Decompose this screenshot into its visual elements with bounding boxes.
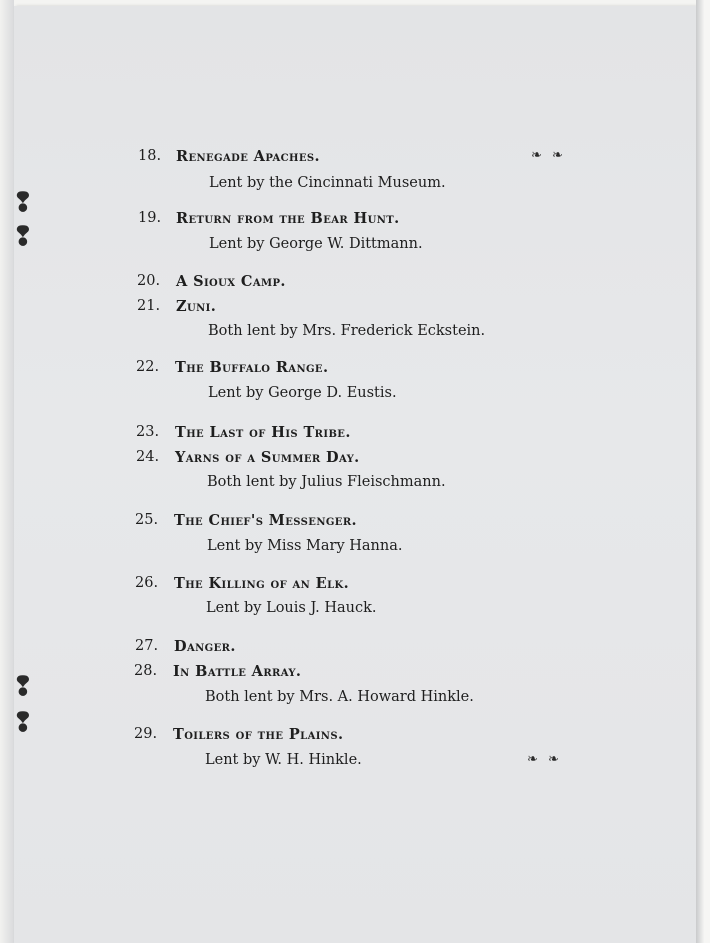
binding-mark-bottom: ❢ — [12, 672, 34, 702]
entry-title: Danger. — [174, 638, 236, 655]
binding-mark-bottom-lower: ❢ — [12, 708, 34, 738]
entry-credit: Both lent by Mrs. A. Howard Hinkle. — [205, 689, 474, 705]
entry-title: Yarns of a Summer Day. — [175, 449, 360, 466]
binding-mark-top-lower: ❢ — [12, 222, 34, 252]
entry-number: 19. — [138, 210, 162, 226]
entry-number: 28. — [134, 663, 158, 679]
entry-title: Toilers of the Plains. — [173, 726, 344, 743]
entry-number: 24. — [136, 449, 160, 465]
entry-title: The Buffalo Range. — [175, 359, 329, 376]
entry-credit: Both lent by Mrs. Frederick Eckstein. — [208, 323, 486, 339]
entry-number: 25. — [135, 512, 159, 528]
entry-number: 22. — [136, 359, 160, 375]
entry-title: The Killing of an Elk. — [174, 575, 350, 592]
entry-credit: Lent by Louis J. Hauck. — [206, 600, 377, 616]
entry-number: 21. — [137, 298, 161, 314]
entry-title: Return from the Bear Hunt. — [176, 210, 400, 227]
binding-mark-top: ❢ — [12, 188, 34, 218]
entry-title: The Chief's Messenger. — [174, 512, 357, 529]
entry-title: Zuni. — [176, 298, 217, 315]
ornament-top: ❧ ❧ — [531, 148, 566, 163]
entry-number: 20. — [137, 273, 161, 289]
entry-number: 29. — [134, 726, 158, 742]
entry-number: 18. — [138, 148, 162, 164]
entry-credit: Lent by the Cincinnati Museum. — [209, 175, 446, 191]
entry-credit: Lent by George W. Dittmann. — [209, 236, 423, 252]
ornament-bottom: ❧ ❧ — [527, 752, 562, 767]
entry-credit: Both lent by Julius Fleischmann. — [207, 474, 446, 490]
entry-number: 23. — [136, 424, 160, 440]
entry-title: A Sioux Camp. — [176, 273, 286, 290]
entry-credit: Lent by W. H. Hinkle. — [205, 752, 362, 768]
entry-number: 27. — [135, 638, 159, 654]
entry-title: In Battle Array. — [173, 663, 302, 680]
entry-credit: Lent by Miss Mary Hanna. — [207, 538, 403, 554]
page-left-edge — [0, 0, 14, 943]
entry-title: Renegade Apaches. — [176, 148, 320, 165]
entry-title: The Last of His Tribe. — [175, 424, 351, 441]
page-right-edge — [696, 0, 710, 943]
entry-credit: Lent by George D. Eustis. — [208, 385, 397, 401]
entry-number: 26. — [135, 575, 159, 591]
